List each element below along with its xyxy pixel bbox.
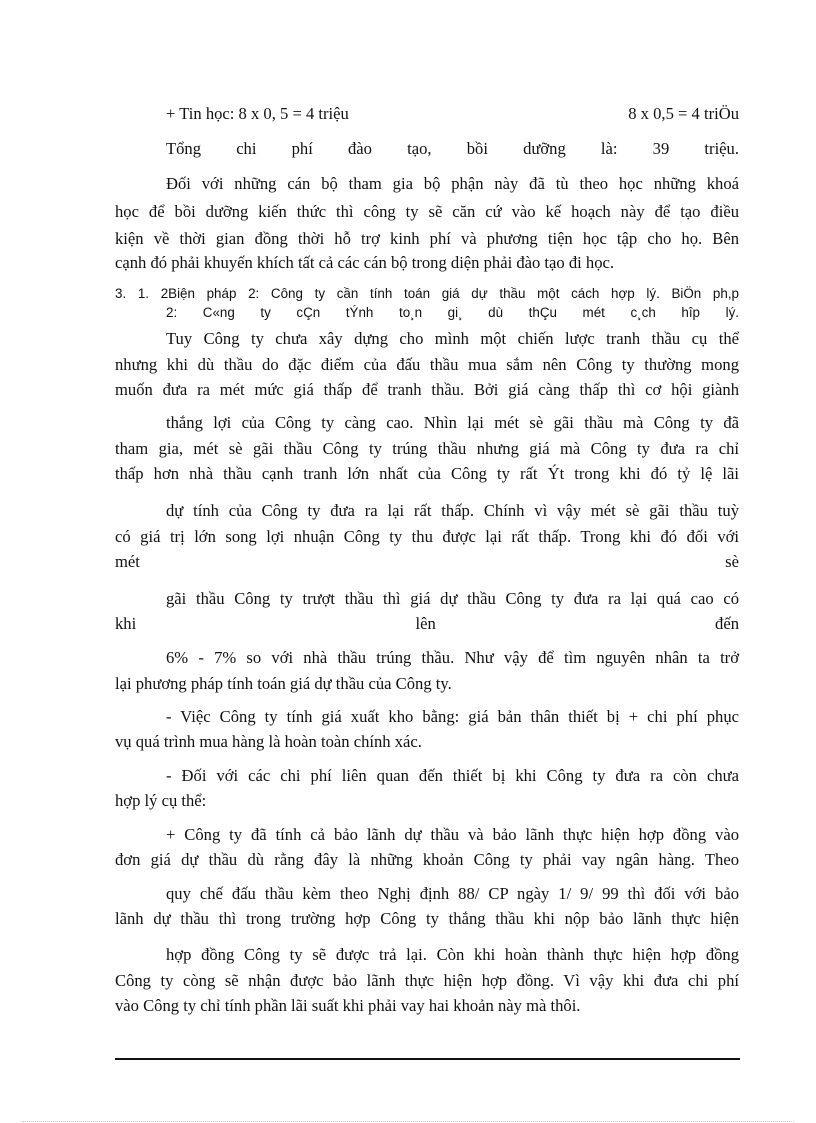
text-line: Công ty còng sẽ nhận được bảo lãnh thực hiện hợp đồng. Vì vậy khi đưa chi phí [115,971,739,990]
text-line: kiện về thời gian đồng thời hỗ trợ kinh phí và phương tiện học tập cho họ. Bên [115,229,739,248]
text-line: Tổng chi phí đào tạo, bồi dưỡng là: 39 triệu. [166,139,739,158]
text-line: thấp hơn nhà thầu cạnh tranh lớn nhất của Công ty rất Ýt trong khi đó tỷ lệ lãi [115,464,739,483]
text-line: khi lên đến [115,614,739,633]
text-line: có giá trị lớn song lợi nhuận Công ty thu được lại rất thấp. Trong khi đó đối với [115,527,739,546]
page-edge-divider [22,1121,794,1122]
text-line: nhưng khi dù thầu do đặc điểm của đấu thầu mua sắm nên Công ty thường mong [115,355,739,374]
text-line: học để bồi dưỡng kiến thức thì công ty sẽ căn cứ vào kế hoạch này để tạo điều [115,202,739,221]
text-line: quy chế đấu thầu kèm theo Nghị định 88/ CP ngày 1/ 9/ 99 thì đối với bảo [166,884,739,903]
text-line: hợp lý cụ thể: [115,791,207,810]
text-line: Đối với những cán bộ tham gia bộ phận này đã tù theo học những khoá [166,174,739,193]
text-line: vụ quá trình mua hàng là hoàn toàn chính xác. [115,732,422,751]
text-line: gãi thầu Công ty trượt thầu thì giá dự thầu Công ty đưa ra lại quá cao có [166,589,739,608]
text-line: - Đối với các chi phí liên quan đến thiết bị khi Công ty đưa ra còn chưa [166,766,739,785]
text-line: Tuy Công ty chưa xây dựng cho mình một chiến lược tranh thầu cụ thể [166,329,739,348]
text-line: vào Công ty chỉ tính phần lãi suất khi phải vay hai khoản này mà thôi. [115,996,581,1015]
text-line: dự tính của Công ty đưa ra lại rất thấp. Chính vì vậy mét sè gãi thầu tuỳ [166,501,739,520]
text-line: + Công ty đã tính cả bảo lãnh dự thầu và bảo lãnh thực hiện hợp đồng vào [166,825,739,844]
tin-hoc-cost-right: 8 x 0,5 = 4 triÖu [628,104,739,123]
bottom-rule [115,1058,740,1060]
text-line: thắng lợi của Công ty càng cao. Nhìn lại mét sè gãi thầu mà Công ty đã [166,413,739,432]
text-line: mét sè [115,552,739,571]
text-line: lại phương pháp tính toán giá dự thầu của Công ty. [115,674,452,693]
text-line: - Việc Công ty tính giá xuất kho bằng: giá bản thân thiết bị + chi phí phục [166,707,739,726]
section-heading: 3. 1. 2Biện pháp 2: Công ty cần tính toán giá dự thầu một cách hợp lý. BiÖn ph,p [115,286,739,301]
section-heading-garbled: 2: C«ng ty cÇn tÝnh to¸n gi¸ dù thÇu mét c¸ch hîp lý. [166,305,739,320]
text-line: đơn giá dự thầu dù rằng đây là những khoản Công ty phải vay ngân hàng. Theo [115,850,739,869]
text-line: 6% - 7% so với nhà thầu trúng thầu. Như vậy để tìm nguyên nhân ta trở [166,648,739,667]
text-line-costs [166,104,739,124]
text-line: lãnh dự thầu thì trong trường hợp Công ty thắng thầu khi nộp bảo lãnh thực hiện [115,909,739,928]
text-line: hợp đồng Công ty sẽ được trả lại. Còn khi hoàn thành thực hiện hợp đồng [166,945,739,964]
text-line: muốn đưa ra mét mức giá thấp để tranh thầu. Bởi giá càng thấp thì cơ hội giành [115,380,739,399]
text-line: cạnh đó phải khuyến khích tất cả các cán bộ trong diện phải đào tạo đi học. [115,253,615,272]
tin-hoc-cost-left: + Tin học: 8 x 0, 5 = 4 triệu [166,104,349,123]
text-line: tham gia, mét sè gãi thầu Công ty trúng thầu nhưng giá mà Công ty đưa ra chỉ [115,439,739,458]
